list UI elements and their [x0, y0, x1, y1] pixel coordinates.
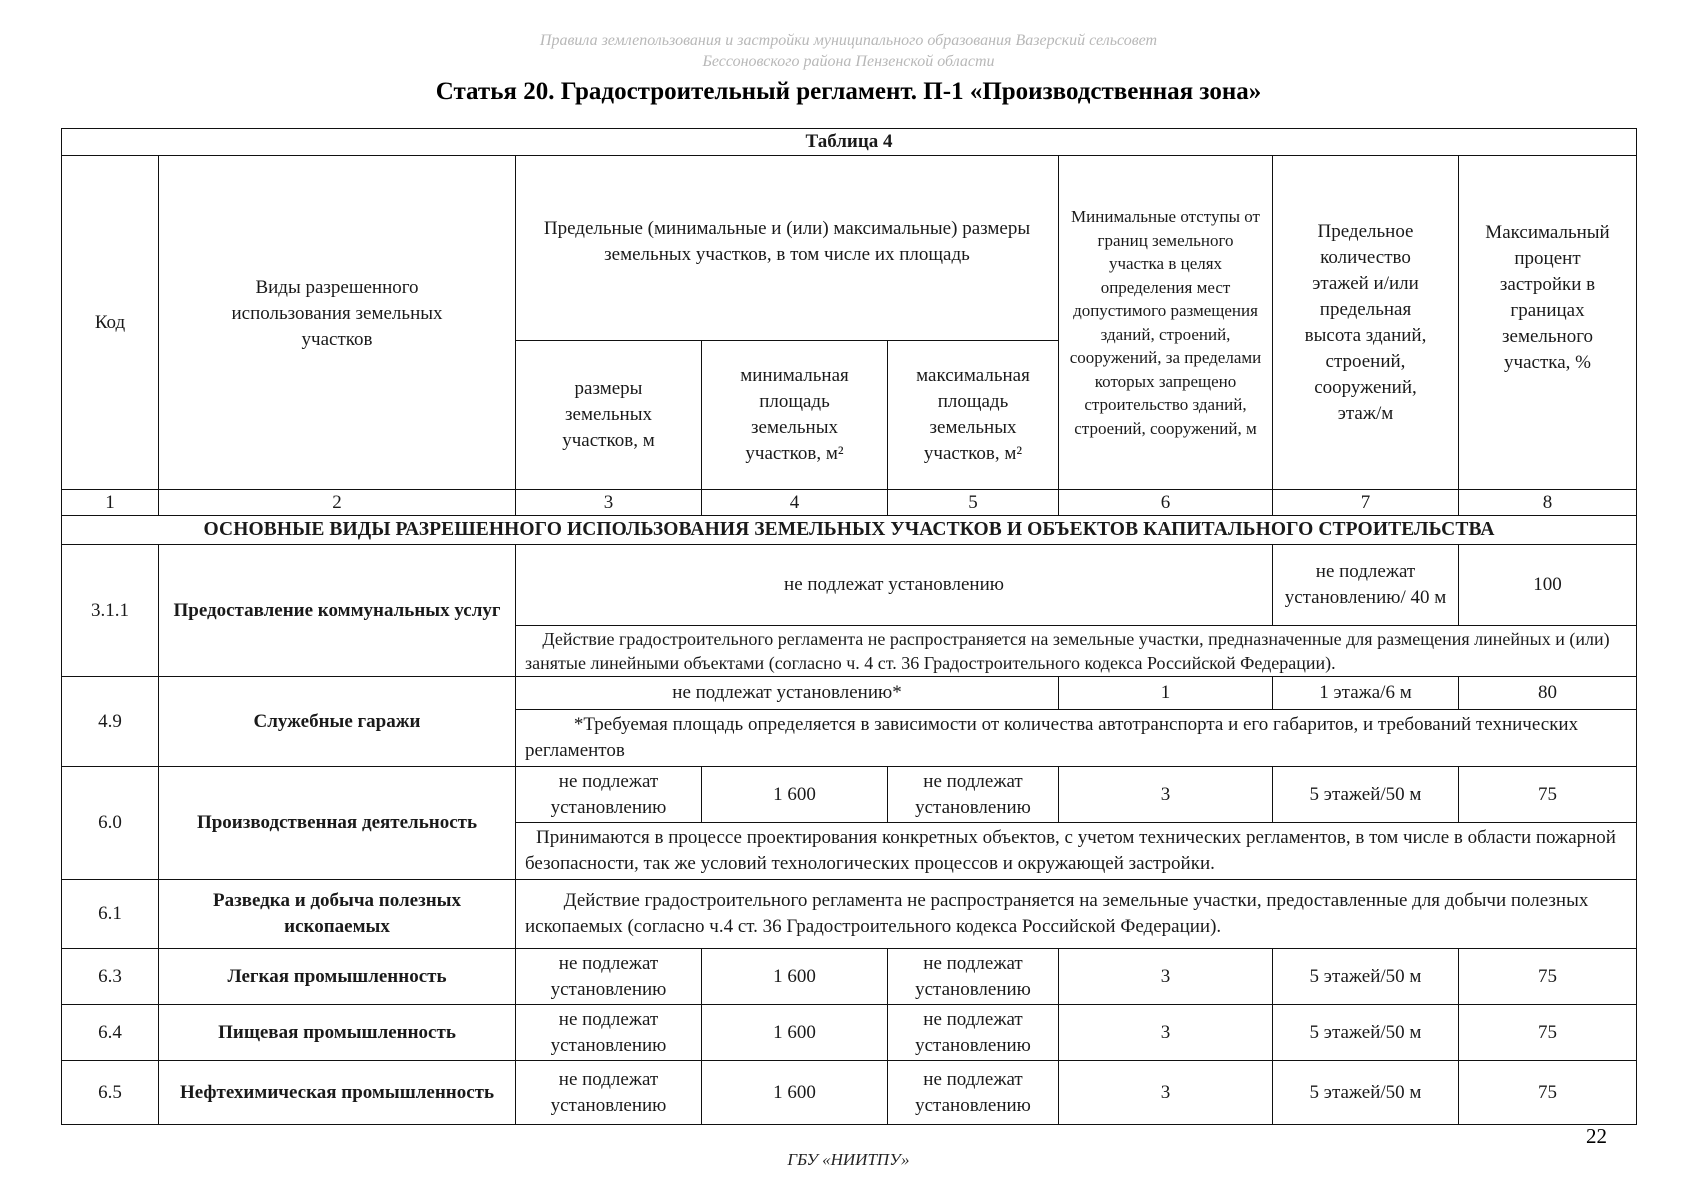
row-floors: 5 этажей/50 м — [1273, 1061, 1459, 1125]
table-label: Таблица 4 — [62, 129, 1637, 156]
row-max-area: не подлежат установлению — [888, 767, 1059, 823]
row-note: *Требуемая площадь определяется в зависимости от количества автотранспорта и его габаритов, и требований технических регламентов — [516, 710, 1637, 767]
row-floors: 5 этажей/50 м — [1273, 767, 1459, 823]
row-setbacks: 3 — [1059, 1061, 1273, 1125]
row-coverage: 100 — [1459, 545, 1637, 626]
footer: ГБУ «НИИТПУ» — [787, 1150, 910, 1169]
row-use-name: Производственная деятельность — [159, 767, 516, 880]
section-title: ОСНОВНЫЕ ВИДЫ РАЗРЕШЕННОГО ИСПОЛЬЗОВАНИЯ ЗЕМЕЛЬНЫХ УЧАСТКОВ И ОБЪЕКТОВ КАПИТАЛЬНОГО СТРОИТЕЛЬСТВА — [62, 516, 1637, 545]
row-use-name: Пищевая промышленность — [159, 1005, 516, 1061]
row-code: 6.4 — [62, 1005, 159, 1061]
header-row-1 — [62, 156, 1637, 341]
table-row — [62, 767, 1637, 823]
row-code: 4.9 — [62, 677, 159, 767]
row-plot-dims: не подлежат установлению — [516, 767, 702, 823]
header-code: Код — [62, 156, 159, 490]
regulation-table — [61, 128, 1637, 1125]
row-use-name: Разведка и добыча полезных ископаемых — [159, 880, 516, 949]
running-header — [0, 30, 1697, 72]
row-floors: 1 этажа/6 м — [1273, 677, 1459, 710]
row-plot-dims: не подлежат установлению — [516, 1061, 702, 1125]
row-setbacks: 3 — [1059, 1005, 1273, 1061]
row-setbacks: 3 — [1059, 767, 1273, 823]
header-min-area: минимальная площадь земельных участков, м² — [702, 341, 888, 490]
column-number-row — [62, 490, 1637, 516]
page-title: Статья 20. Градостроительный регламент. П-1 «Производственная зона» — [435, 78, 1262, 105]
table-row — [62, 1005, 1637, 1061]
header-plot-size-group: Предельные (минимальные и (или) максимальные) размеры земельных участков, в том числе их площадь — [516, 156, 1059, 341]
row-setbacks: 1 — [1059, 677, 1273, 710]
row-coverage: 75 — [1459, 1005, 1637, 1061]
row-code: 6.1 — [62, 880, 159, 949]
row-min-area: 1 600 — [702, 1005, 888, 1061]
section-row — [62, 516, 1637, 545]
column-number: 5 — [888, 490, 1059, 516]
header-setbacks: Минимальные отступы от границ земельного участка в целях определения мест допустимого размещения зданий, строений, сооружений, за пределами которых запрещено строительство зданий, строений, сооружений, м — [1059, 156, 1273, 490]
row-floors: 5 этажей/50 м — [1273, 949, 1459, 1005]
row-max-area: не подлежат установлению — [888, 949, 1059, 1005]
row-plot-dims: не подлежат установлению — [516, 1005, 702, 1061]
row-max-area: не подлежат установлению — [888, 1061, 1059, 1125]
column-number: 3 — [516, 490, 702, 516]
row-code: 3.1.1 — [62, 545, 159, 677]
row-note: Принимаются в процессе проектирования конкретных объектов, с учетом технических регламентов, в том числе в области пожарной безопасности, так же условий технологических процессов и окружающей застройки. — [516, 823, 1637, 880]
row-coverage: 80 — [1459, 677, 1637, 710]
column-number: 7 — [1273, 490, 1459, 516]
row-min-area: 1 600 — [702, 949, 888, 1005]
header-use-types: Виды разрешенного использования земельных участков — [159, 156, 516, 490]
row-use-name: Нефтехимическая промышленность — [159, 1061, 516, 1125]
table-row — [62, 677, 1637, 710]
row-floors: не подлежат установлению/ 40 м — [1273, 545, 1459, 626]
row-min-area: 1 600 — [702, 1061, 888, 1125]
running-header-line-1: Правила землепользования и застройки муниципального образования Вазерский сельсовет — [539, 32, 1158, 49]
table-row — [62, 949, 1637, 1005]
table-row — [62, 1061, 1637, 1125]
header-floors: Предельное количество этажей и/или предельная высота зданий, строений, сооружений, этаж/м — [1273, 156, 1459, 490]
row-setbacks: 3 — [1059, 949, 1273, 1005]
running-header-line-2: Бессоновского района Пензенской области — [702, 53, 995, 70]
row-use-name: Предоставление коммунальных услуг — [159, 545, 516, 677]
row-note: Действие градостроительного регламента не распространяется на земельные участки, предназначенные для размещения линейных и (или) занятые линейными объектами (согласно ч. 4 ст. 36 Градостроительного кодекса Российской Федерации). — [516, 626, 1637, 677]
row-coverage: 75 — [1459, 767, 1637, 823]
row-use-name: Служебные гаражи — [159, 677, 516, 767]
column-number: 8 — [1459, 490, 1637, 516]
row-coverage: 75 — [1459, 949, 1637, 1005]
column-number: 1 — [62, 490, 159, 516]
row-merged-value: не подлежат установлению* — [516, 677, 1059, 710]
row-plot-dims: не подлежат установлению — [516, 949, 702, 1005]
row-use-name: Легкая промышленность — [159, 949, 516, 1005]
row-code: 6.3 — [62, 949, 159, 1005]
row-merged-value: не подлежат установлению — [516, 545, 1273, 626]
header-coverage: Максимальный процент застройки в границах земельного участка, % — [1459, 156, 1637, 490]
header-max-area: максимальная площадь земельных участков, м² — [888, 341, 1059, 490]
row-min-area: 1 600 — [702, 767, 888, 823]
row-code: 6.0 — [62, 767, 159, 880]
page-number: 22 — [1586, 1124, 1607, 1148]
column-number: 2 — [159, 490, 516, 516]
row-coverage: 75 — [1459, 1061, 1637, 1125]
table-label-row — [62, 129, 1637, 156]
column-number: 4 — [702, 490, 888, 516]
table-row — [62, 545, 1637, 626]
row-max-area: не подлежат установлению — [888, 1005, 1059, 1061]
header-plot-dims: размеры земельных участков, м — [516, 341, 702, 490]
row-floors: 5 этажей/50 м — [1273, 1005, 1459, 1061]
table-row — [62, 880, 1637, 949]
column-number: 6 — [1059, 490, 1273, 516]
row-code: 6.5 — [62, 1061, 159, 1125]
row-note: Действие градостроительного регламента не распространяется на земельные участки, предоставленные для добычи полезных ископаемых (согласно ч.4 ст. 36 Градостроительного кодекса Российской Федерации). — [516, 880, 1637, 949]
